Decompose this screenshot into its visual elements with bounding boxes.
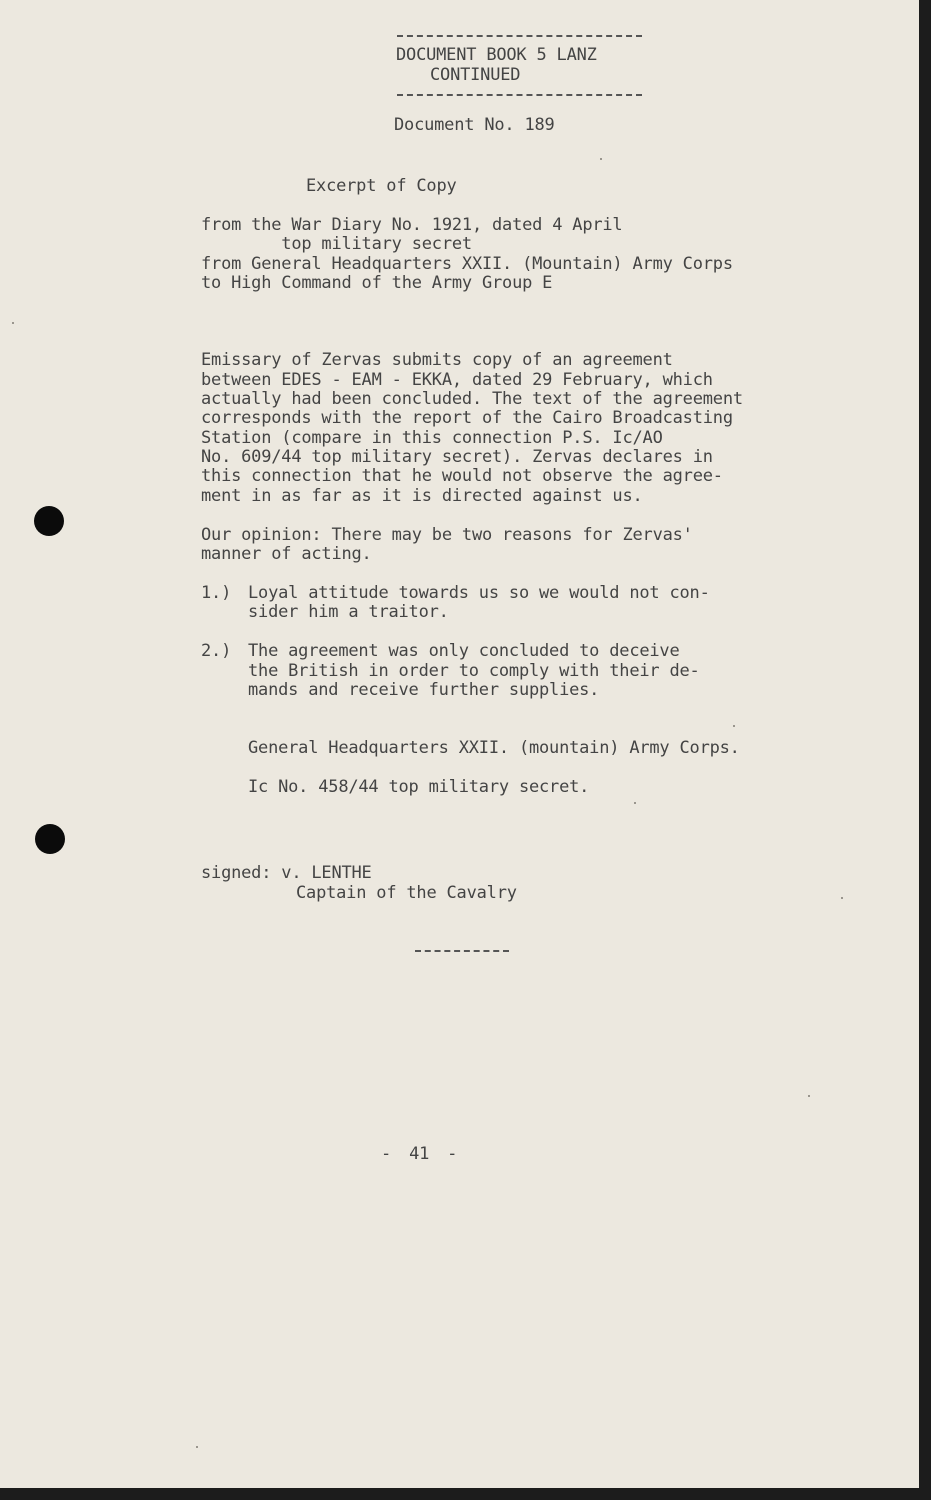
body-line: actually had been concluded. The text of the agreement — [201, 389, 743, 409]
reason-line: Loyal attitude towards us so we would not con- — [248, 583, 710, 603]
body-line: No. 609/44 top military secret). Zervas declares in — [201, 447, 713, 467]
paper-speck — [600, 158, 602, 160]
opinion-line: manner of acting. — [201, 544, 372, 564]
punch-hole-bottom — [35, 824, 65, 854]
punch-hole-top — [34, 506, 64, 536]
paper-speck — [841, 897, 843, 899]
source-line: to High Command of the Army Group E — [201, 273, 553, 293]
body-line: between EDES - EAM - EKKA, dated 29 February, which — [201, 370, 713, 390]
reason-line: sider him a traitor. — [248, 602, 449, 622]
body-line: Emissary of Zervas submits copy of an agreement — [201, 350, 673, 370]
body-line: Station (compare in this connection P.S. Ic/AO — [201, 428, 663, 448]
reason-line: the British in order to comply with their de- — [248, 661, 700, 681]
paper-speck — [12, 322, 14, 324]
document-number: Document No. 189 — [394, 115, 555, 135]
paper-speck — [808, 1095, 810, 1097]
header-rule-top — [397, 35, 642, 37]
source-line: top military secret — [201, 234, 472, 254]
reason-number: 2.) — [201, 641, 232, 661]
reason-line: mands and receive further supplies. — [248, 680, 600, 700]
opinion-line: Our opinion: There may be two reasons for Zervas' — [201, 525, 693, 545]
paper-speck — [733, 725, 735, 727]
paper-speck — [196, 1446, 198, 1448]
reference-line: Ic No. 458/44 top military secret. — [248, 777, 590, 797]
header-rule-bottom — [397, 94, 642, 96]
document-book-title: DOCUMENT BOOK 5 LANZ — [396, 45, 597, 65]
body-line: ment in as far as it is directed against us. — [201, 486, 643, 506]
closing-rule — [415, 950, 509, 952]
headquarters-line: General Headquarters XXII. (mountain) Army Corps. — [248, 738, 740, 758]
body-line: corresponds with the report of the Cairo Broadcasting — [201, 408, 733, 428]
source-line: from the War Diary No. 1921, dated 4 April — [201, 215, 623, 235]
page-title: Excerpt of Copy — [306, 176, 457, 196]
source-line: from General Headquarters XXII. (Mountain) Army Corps — [201, 254, 733, 274]
reason-line: The agreement was only concluded to deceive — [248, 641, 680, 661]
page-number: - 41 - — [381, 1144, 458, 1164]
signature-line: signed: v. LENTHE — [201, 863, 372, 883]
body-line: this connection that he would not observe the agree- — [201, 466, 723, 486]
paper-speck — [634, 802, 636, 804]
continued-label: CONTINUED — [430, 65, 521, 85]
signature-rank: Captain of the Cavalry — [296, 883, 517, 903]
reason-number: 1.) — [201, 583, 232, 603]
